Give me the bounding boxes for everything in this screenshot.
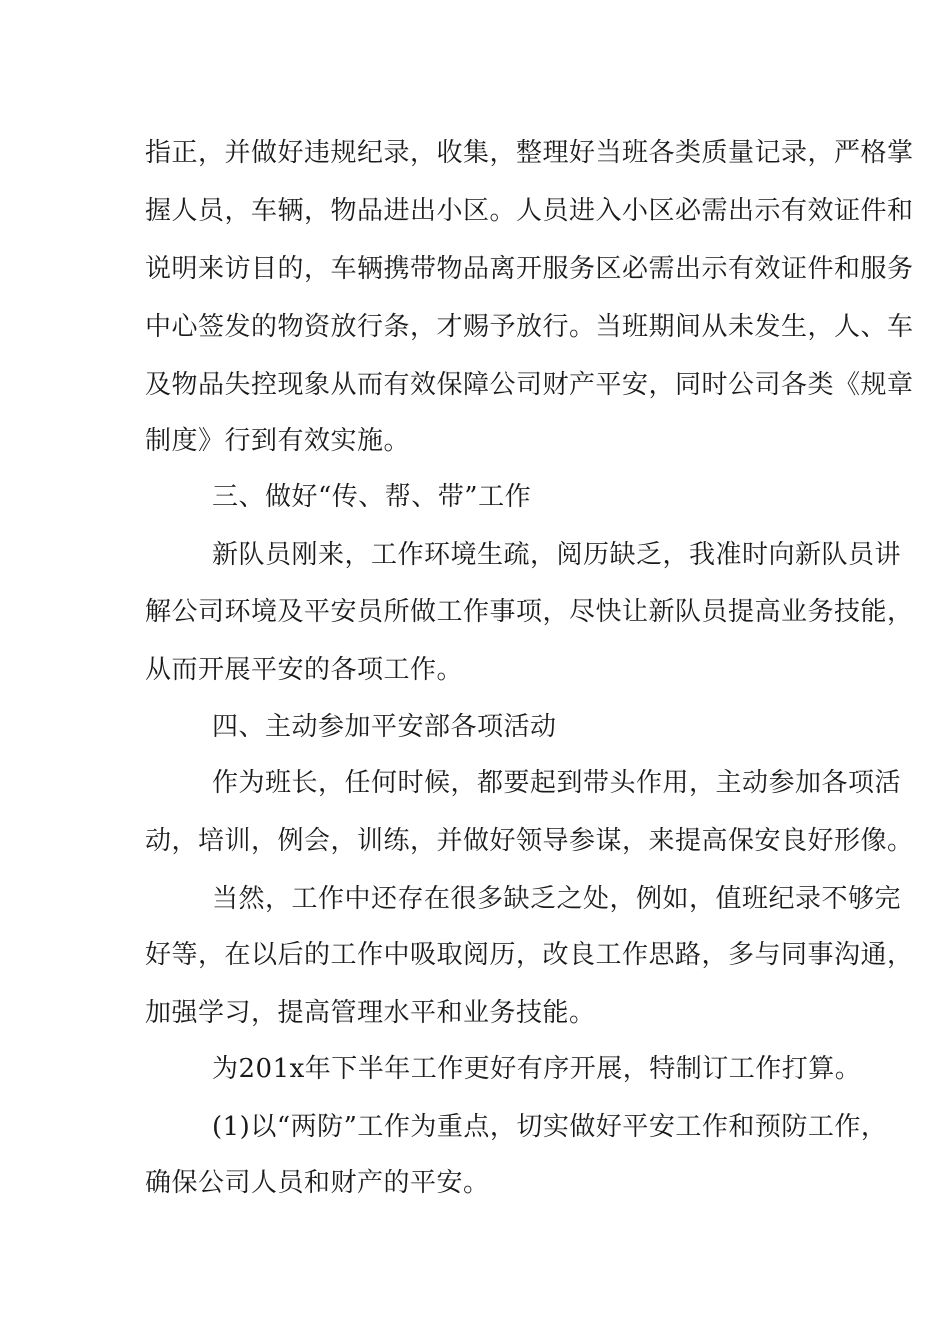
- paragraph-line: 动，培训，例会，训练，并做好领导参谋，来提高保安良好形像。: [145, 826, 914, 856]
- paragraph-line: 握人员，车辆，物品进出小区。人员进入小区必需出示有效证件和: [145, 196, 914, 226]
- paragraph-line: 指正，并做好违规纪录，收集，整理好当班各类质量记录，严格掌: [145, 138, 914, 168]
- paragraph-line: 从而开展平安的各项工作。: [145, 655, 464, 685]
- paragraph-line: 好等，在以后的工作中吸取阅历，改良工作思路，多与同事沟通，: [145, 940, 914, 970]
- paragraph-line: 确保公司人员和财产的平安。: [145, 1168, 490, 1198]
- paragraph-line: 新队员刚来，工作环境生疏，阅历缺乏，我准时向新队员讲: [212, 540, 902, 570]
- section-heading: 三、做好“传、帮、带”工作: [212, 482, 532, 512]
- paragraph-line: 解公司环境及平安员所做工作事项，尽快让新队员提高业务技能，: [145, 597, 914, 627]
- paragraph-line: 说明来访目的，车辆携带物品离开服务区必需出示有效证件和服务: [145, 254, 914, 284]
- paragraph-line: 中心签发的物资放行条，才赐予放行。当班期间从未发生，人、车: [145, 312, 914, 342]
- paragraph-line: 制度》行到有效实施。: [145, 426, 411, 456]
- paragraph-line: 及物品失控现象从而有效保障公司财产平安，同时公司各类《规章: [145, 370, 914, 400]
- paragraph-line: (1)以“两防”工作为重点，切实做好平安工作和预防工作，: [212, 1112, 888, 1142]
- paragraph-line: 为201x年下半年工作更好有序开展，特制订工作打算。: [212, 1054, 862, 1084]
- paragraph-line: 加强学习，提高管理水平和业务技能。: [145, 998, 596, 1028]
- paragraph-line: 作为班长，任何时候，都要起到带头作用，主动参加各项活: [212, 768, 902, 798]
- section-heading: 四、主动参加平安部各项活动: [212, 712, 557, 742]
- paragraph-line: 当然，工作中还存在很多缺乏之处，例如，值班纪录不够完: [212, 884, 902, 914]
